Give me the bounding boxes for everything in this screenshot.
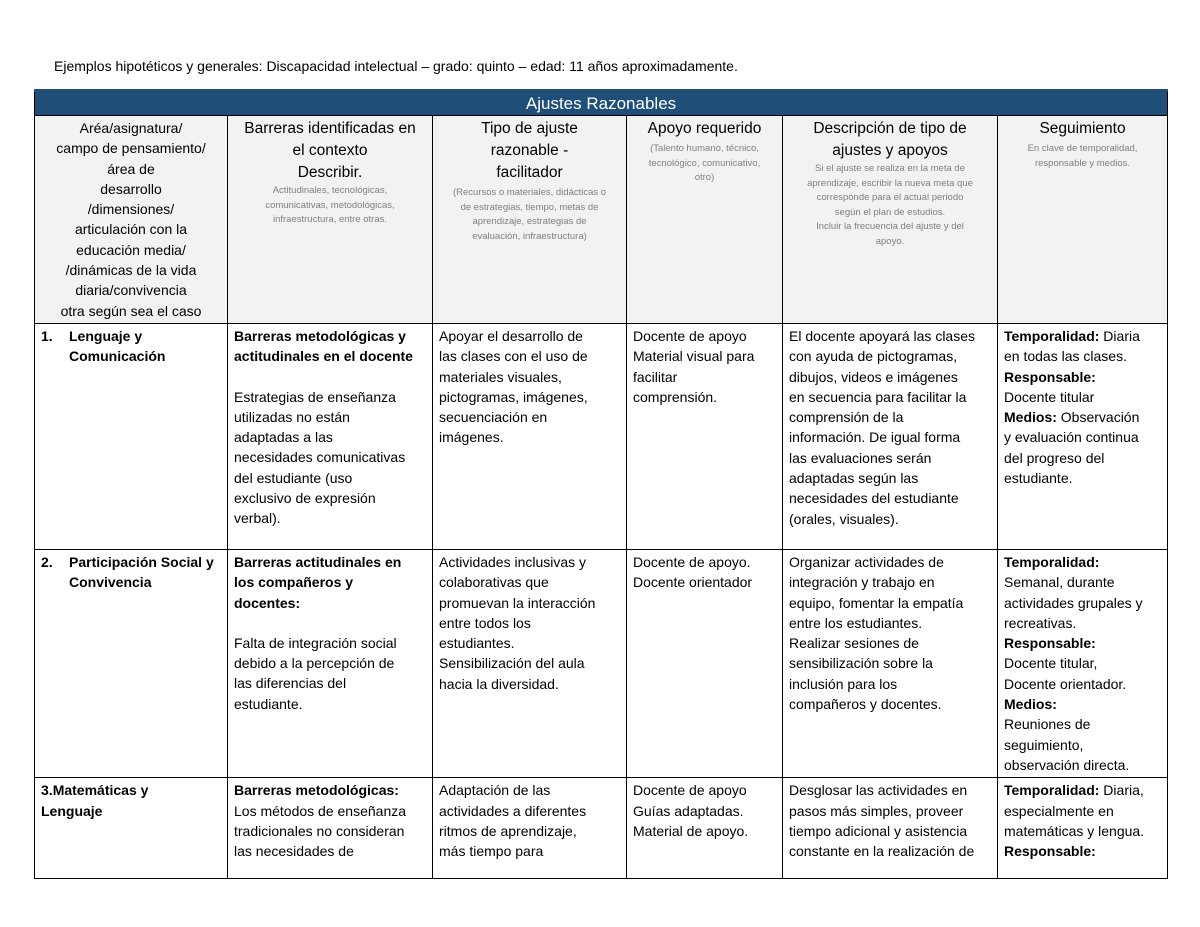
barrera-title-line: docentes: xyxy=(234,594,301,611)
tipo-line: colaborativas que xyxy=(439,574,549,591)
table-banner-row xyxy=(35,91,1168,116)
header-barreras-title-line: el contexto xyxy=(292,142,368,159)
seguimiento-text: recreativas. xyxy=(1004,614,1077,631)
barrera-cell xyxy=(228,323,433,549)
header-tipo-title-line: Tipo de ajuste xyxy=(481,120,578,137)
row-number: 2. xyxy=(41,553,53,570)
header-descripcion-title-line: Descripción de tipo de xyxy=(813,120,967,137)
header-seguimiento xyxy=(998,116,1168,324)
seguimiento-line xyxy=(1004,674,1161,694)
barrera-text-line: Falta de integración social xyxy=(234,634,397,651)
seguimiento-text: Docente titular xyxy=(1004,388,1095,405)
header-tipo-note-line: (Recursos o materiales, didácticas o xyxy=(452,187,607,198)
apoyo-cell xyxy=(627,323,783,549)
seguimiento-text: Docente orientador. xyxy=(1004,675,1127,692)
header-area-line: articulación con la xyxy=(74,221,188,238)
header-tipo-title-line: facilitador xyxy=(496,164,563,181)
seguimiento-text: Diaria xyxy=(1099,327,1140,344)
descripcion-line: con ayuda de pictogramas, xyxy=(789,348,958,365)
barrera-text-line: utilizadas no están xyxy=(234,408,350,425)
apoyo-cell xyxy=(627,778,783,879)
header-apoyo-note-line: (Talento humano, técnico, xyxy=(650,143,759,154)
descripcion-line: información. De igual forma xyxy=(789,429,961,446)
seguimiento-line xyxy=(1004,572,1161,592)
header-descripcion-note-line: Si el ajuste se realiza en la meta de xyxy=(815,163,965,174)
tipo-line: más tiempo para xyxy=(439,843,544,860)
barrera-text-line: Los métodos de enseñanza xyxy=(234,802,407,819)
header-area-line: Aréa/asignatura/ xyxy=(79,120,183,136)
seguimiento-line xyxy=(1004,326,1161,346)
seguimiento-text: Reuniones de xyxy=(1004,716,1091,733)
apoyo-line: Material de apoyo. xyxy=(633,822,749,839)
table-title: Ajustes Razonables xyxy=(35,91,1168,116)
descripcion-line: inclusión para los xyxy=(789,675,898,692)
header-barreras-title-line: Barreras identificadas en xyxy=(244,120,416,137)
seguimiento-line xyxy=(1004,387,1161,407)
descripcion-line: compañeros y docentes. xyxy=(789,696,942,713)
header-barreras-note-line: comunicativas, metodológicas, xyxy=(265,199,395,211)
seguimiento-line xyxy=(1004,407,1161,427)
header-apoyo-note-line: tecnológico, comunicativo, xyxy=(648,157,761,169)
seguimiento-line xyxy=(1004,427,1161,447)
descripcion-line: constante en la realización de xyxy=(789,843,975,860)
tipo-line: secuenciación en xyxy=(439,409,548,426)
seguimiento-line xyxy=(1004,801,1161,821)
barrera-text-line: las diferencias del xyxy=(234,675,347,692)
descripcion-line: equipo, fomentar la empatía xyxy=(789,594,964,611)
area-line: Convivencia xyxy=(69,574,152,591)
area-line: Lenguaje y xyxy=(69,327,143,344)
descripcion-line: en secuencia para facilitar la xyxy=(789,388,967,405)
seguimiento-label: Responsable: xyxy=(1004,635,1096,652)
tipo-line: las clases con el uso de xyxy=(439,348,588,365)
seguimiento-text: del progreso del xyxy=(1004,449,1105,466)
header-area-line: desarrollo xyxy=(100,180,162,197)
seguimiento-text: actividades grupales y xyxy=(1004,594,1143,611)
descripcion-line: pasos más simples, proveer xyxy=(789,802,964,819)
apoyo-line: comprensión. xyxy=(633,388,718,405)
seguimiento-line xyxy=(1004,468,1161,488)
area-line: Lenguaje xyxy=(41,802,103,819)
seguimiento-text: estudiante. xyxy=(1004,470,1073,487)
seguimiento-text: Observación xyxy=(1056,409,1140,426)
seguimiento-text: seguimiento, xyxy=(1004,736,1084,753)
seguimiento-text: observación directa. xyxy=(1004,756,1130,773)
seguimiento-label: Medios: xyxy=(1004,409,1057,426)
barrera-title-line: Barreras metodológicas: xyxy=(234,782,399,799)
header-seguimiento-title-line: Seguimiento xyxy=(1039,120,1126,137)
descripcion-line: El docente apoyará las clases xyxy=(789,327,975,344)
row-number: 1. xyxy=(41,327,53,344)
barrera-text-line: debido a la percepción de xyxy=(234,655,395,672)
tipo-line: actividades a diferentes xyxy=(439,802,587,819)
descripcion-line: integración y trabajo en xyxy=(789,574,935,591)
barrera-text-line: Estrategias de enseñanza xyxy=(234,388,396,405)
tipo-line: Apoyar el desarrollo de xyxy=(439,327,583,344)
seguimiento-line xyxy=(1004,694,1161,714)
tipo-line: Sensibilización del aula xyxy=(439,655,585,672)
barrera-text-line: verbal). xyxy=(234,510,281,527)
header-descripcion-title-line: ajustes y apoyos xyxy=(832,142,948,159)
header-barreras-note-line: infraestructura, entre otras. xyxy=(272,214,388,225)
descripcion-line: entre los estudiantes. xyxy=(789,614,923,631)
descripcion-line: adaptadas según las xyxy=(789,470,919,487)
barrera-text-line: las necesidades de xyxy=(234,843,354,860)
header-barreras xyxy=(228,116,433,324)
seguimiento-cell xyxy=(998,549,1168,777)
seguimiento-cell xyxy=(998,323,1168,549)
barrera-text-line: tradicionales no consideran xyxy=(234,822,405,839)
seguimiento-text: en todas las clases. xyxy=(1004,348,1127,365)
header-descripcion-note-line: Incluir la frecuencia del ajuste y del xyxy=(816,221,964,232)
barrera-title-line: actitudinales en el docente xyxy=(234,348,413,365)
descripcion-line: necesidades del estudiante xyxy=(789,490,959,507)
tipo-line: hacia la diversidad. xyxy=(439,675,559,692)
table-row xyxy=(35,323,1168,549)
header-tipo-note-line: aprendizaje, estrategias de xyxy=(472,216,587,227)
seguimiento-line xyxy=(1004,841,1161,861)
header-area-line: /dimensiones/ xyxy=(87,201,175,218)
header-area-line: diaria/convivencia xyxy=(75,282,187,299)
seguimiento-label: Temporalidad: xyxy=(1004,782,1100,799)
apoyo-line: Docente orientador xyxy=(633,574,753,591)
header-area-line: educación media/ xyxy=(76,241,186,258)
tipo-cell xyxy=(433,323,627,549)
seguimiento-text: Docente titular, xyxy=(1004,655,1098,672)
seguimiento-line xyxy=(1004,613,1161,633)
seguimiento-label: Responsable: xyxy=(1004,843,1096,860)
seguimiento-text: matemáticas y lengua. xyxy=(1004,822,1145,839)
barrera-text-line: adaptadas a las xyxy=(234,429,333,446)
tipo-line: materiales visuales, xyxy=(439,368,562,385)
descripcion-line: Desglosar las actividades en xyxy=(789,782,968,799)
area-line: Comunicación xyxy=(69,348,166,365)
descripcion-line: comprensión de la xyxy=(789,409,904,426)
header-descripcion-note-line: según el plan de estudios. xyxy=(834,206,946,218)
header-barreras-note-line: Actitudinales, tecnológicas, xyxy=(272,185,388,196)
area-line: Participación Social y xyxy=(69,553,214,570)
barrera-cell xyxy=(228,549,433,777)
area-cell xyxy=(35,323,228,549)
seguimiento-label: Temporalidad: xyxy=(1004,327,1100,344)
header-seguimiento-note-line: En clave de temporalidad, xyxy=(1027,143,1138,154)
tipo-cell xyxy=(433,778,627,879)
header-row xyxy=(35,116,1168,324)
seguimiento-line xyxy=(1004,367,1161,387)
seguimiento-line xyxy=(1004,780,1161,800)
seguimiento-cell xyxy=(998,778,1168,879)
intro-text: Ejemplos hipotéticos y generales: Discapacidad intelectual – grado: quinto – edad: 11 años aproximadamente. xyxy=(54,58,738,74)
seguimiento-line xyxy=(1004,346,1161,366)
barrera-title-line: los compañeros y xyxy=(234,574,354,591)
tipo-line: ritmos de aprendizaje, xyxy=(439,822,577,839)
seguimiento-line xyxy=(1004,633,1161,653)
descripcion-cell xyxy=(783,778,998,879)
header-descripcion xyxy=(783,116,998,324)
descripcion-cell xyxy=(783,549,998,777)
seguimiento-line xyxy=(1004,552,1161,572)
descripcion-line: sensibilización sobre la xyxy=(789,655,933,672)
header-area-line: campo de pensamiento/ xyxy=(56,140,206,157)
descripcion-cell xyxy=(783,323,998,549)
seguimiento-text: y evaluación continua xyxy=(1004,429,1139,446)
header-tipo-note-line: de estrategias, tiempo, metas de xyxy=(460,201,599,213)
descripcion-line: tiempo adicional y asistencia xyxy=(789,822,968,839)
seguimiento-label: Temporalidad: xyxy=(1004,553,1100,570)
barrera-text-line: exclusivo de expresión xyxy=(234,490,376,507)
seguimiento-line xyxy=(1004,755,1161,775)
apoyo-line: facilitar xyxy=(633,368,678,385)
header-area-line: área de xyxy=(107,160,155,177)
apoyo-line: Docente de apoyo. xyxy=(633,553,751,570)
barrera-title-line: Barreras metodológicas y xyxy=(234,327,406,344)
tipo-line: imágenes. xyxy=(439,429,504,446)
apoyo-cell xyxy=(627,549,783,777)
seguimiento-line xyxy=(1004,735,1161,755)
descripcion-line: las evaluaciones serán xyxy=(789,449,932,466)
apoyo-line: Docente de apoyo xyxy=(633,327,747,344)
header-tipo-title-line: razonable - xyxy=(490,142,569,159)
seguimiento-line xyxy=(1004,593,1161,613)
adjustments-table xyxy=(34,89,1168,879)
barrera-text-line: necesidades comunicativas xyxy=(234,449,406,466)
seguimiento-line xyxy=(1004,448,1161,468)
area-cell xyxy=(35,549,228,777)
tipo-line: estudiantes. xyxy=(439,635,515,652)
descripcion-line: Realizar sesiones de xyxy=(789,635,919,652)
apoyo-line: Docente de apoyo xyxy=(633,782,747,799)
tipo-line: pictogramas, imágenes, xyxy=(439,388,588,405)
row-number: 3. xyxy=(41,782,53,799)
header-apoyo-title-line: Apoyo requerido xyxy=(647,120,762,137)
seguimiento-line xyxy=(1004,653,1161,673)
barrera-title-line: Barreras actitudinales en xyxy=(234,553,402,570)
barrera-text-line: del estudiante (uso xyxy=(234,469,353,486)
tipo-line: Adaptación de las xyxy=(439,782,551,799)
tipo-line: promuevan la interacción xyxy=(439,594,596,611)
header-apoyo-note-line: otro) xyxy=(694,172,715,183)
apoyo-line: Material visual para xyxy=(633,348,755,365)
seguimiento-line xyxy=(1004,821,1161,841)
header-area-line: otra según sea el caso xyxy=(60,302,202,319)
header-descripcion-note-line: apoyo. xyxy=(875,235,905,247)
table-row xyxy=(35,778,1168,879)
seguimiento-text: Diaria, xyxy=(1099,782,1144,799)
barrera-text-line: estudiante. xyxy=(234,695,303,712)
table-row xyxy=(35,549,1168,777)
tipo-line: entre todos los xyxy=(439,614,531,631)
seguimiento-text: Semanal, durante xyxy=(1004,574,1115,591)
seguimiento-line xyxy=(1004,714,1161,734)
apoyo-line: Guías adaptadas. xyxy=(633,802,744,819)
header-area-line: /dinámicas de la vida xyxy=(65,262,197,279)
area-line: Matemáticas y xyxy=(52,782,149,799)
seguimiento-label: Medios: xyxy=(1004,696,1057,713)
header-tipo xyxy=(433,116,627,324)
header-barreras-title-line: Describir. xyxy=(297,164,363,181)
descripcion-line: (orales, visuales). xyxy=(789,510,899,527)
header-descripcion-note-line: aprendizaje, escribir la nueva meta que xyxy=(807,177,973,189)
header-seguimiento-note-line: responsable y medios. xyxy=(1034,157,1131,169)
descripcion-line: Organizar actividades de xyxy=(789,553,944,570)
header-tipo-note-line: evaluación, infraestructura) xyxy=(472,230,587,242)
header-area xyxy=(35,116,228,324)
header-apoyo xyxy=(627,116,783,324)
tipo-line: Actividades inclusivas y xyxy=(439,553,587,570)
seguimiento-text: especialmente en xyxy=(1004,802,1114,819)
seguimiento-label: Responsable: xyxy=(1004,368,1096,385)
area-cell xyxy=(35,778,228,879)
tipo-cell xyxy=(433,549,627,777)
barrera-cell xyxy=(228,778,433,879)
header-descripcion-note-line: corresponde para el actual periodo xyxy=(816,192,964,203)
descripcion-line: dibujos, videos e imágenes xyxy=(789,368,958,385)
